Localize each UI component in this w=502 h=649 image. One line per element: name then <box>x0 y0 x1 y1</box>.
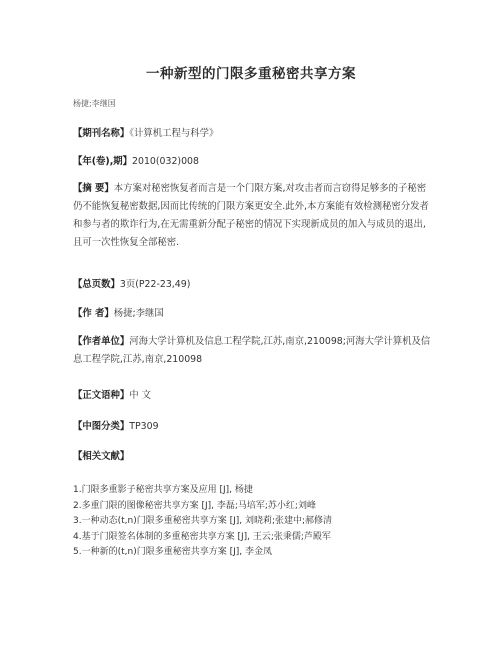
field-label: 【相关文献】 <box>73 451 130 462</box>
document-title: 一种新型的门限多重秘密共享方案 <box>146 66 356 82</box>
field-affiliation <box>73 333 433 369</box>
reference-list <box>73 483 433 561</box>
reference-item[interactable]: 2.多重门限的图像秘密共享方案 [J], 李磊;马培军;苏小红;刘峰 <box>73 500 316 511</box>
field-language <box>73 387 433 405</box>
field-label: 【总页数】 <box>73 279 120 290</box>
field-label: 【作 者】 <box>73 308 114 319</box>
reference-item[interactable]: 5.一种新的(t,n)门限多重秘密共享方案 [J], 李金凤 <box>73 547 272 558</box>
reference-item[interactable]: 3.一种动态(t,n)门限多重秘密共享方案 [J], 刘晓莉;张建中;郝修清 <box>73 516 333 527</box>
field-authors <box>73 305 433 323</box>
field-value: 杨捷;李继国 <box>113 308 164 319</box>
field-related-literature <box>73 448 433 466</box>
authors-line: 杨捷;李继国 <box>73 99 116 108</box>
field-year-volume-issue <box>73 153 433 171</box>
field-value: 《计算机工程与科学》 <box>129 128 219 139</box>
field-label: 【正文语种】 <box>73 390 130 401</box>
field-label: 【作者单位】 <box>73 336 130 347</box>
field-value: 中 文 <box>129 390 151 401</box>
field-value: 3页(P22-23,49) <box>119 279 191 290</box>
field-value: 河海大学计算机及信息工程学院,江苏,南京,210098;河海大学计算机及信息工程学院,江苏,南京,210098 <box>73 336 431 365</box>
field-label: 【摘 要】 <box>73 183 114 194</box>
field-value: 2010(032)008 <box>132 156 199 167</box>
field-value: 本方案对秘密恢复者而言是一个门限方案,对攻击者而言窃得足够多的子秘密仍不能恢复秘密数据,因而比传统的门限方案更安全.此外,本方案能有效检测秘密分发者和参与者的欺诈行为,在无需重新分配子秘密的情况下实现新成员的加入与成员的退出,且可一次性恢复全部秘密. <box>73 183 429 248</box>
field-page-count <box>73 276 433 294</box>
field-label: 【中图分类】 <box>73 421 130 432</box>
field-abstract <box>73 180 433 252</box>
reference-item[interactable]: 1.门限多重影子秘密共享方案及应用 [J], 杨捷 <box>73 485 253 495</box>
field-label: 【期刊名称】 <box>73 128 130 139</box>
field-journal-name <box>73 125 433 143</box>
reference-item[interactable]: 4.基于门限签名体制的多重秘密共享方案 [J], 王云;张秉儒;芦殿军 <box>73 531 331 542</box>
field-label: 【年(卷),期】 <box>73 156 133 167</box>
field-classification <box>73 418 433 436</box>
field-value: TP309 <box>129 421 159 432</box>
